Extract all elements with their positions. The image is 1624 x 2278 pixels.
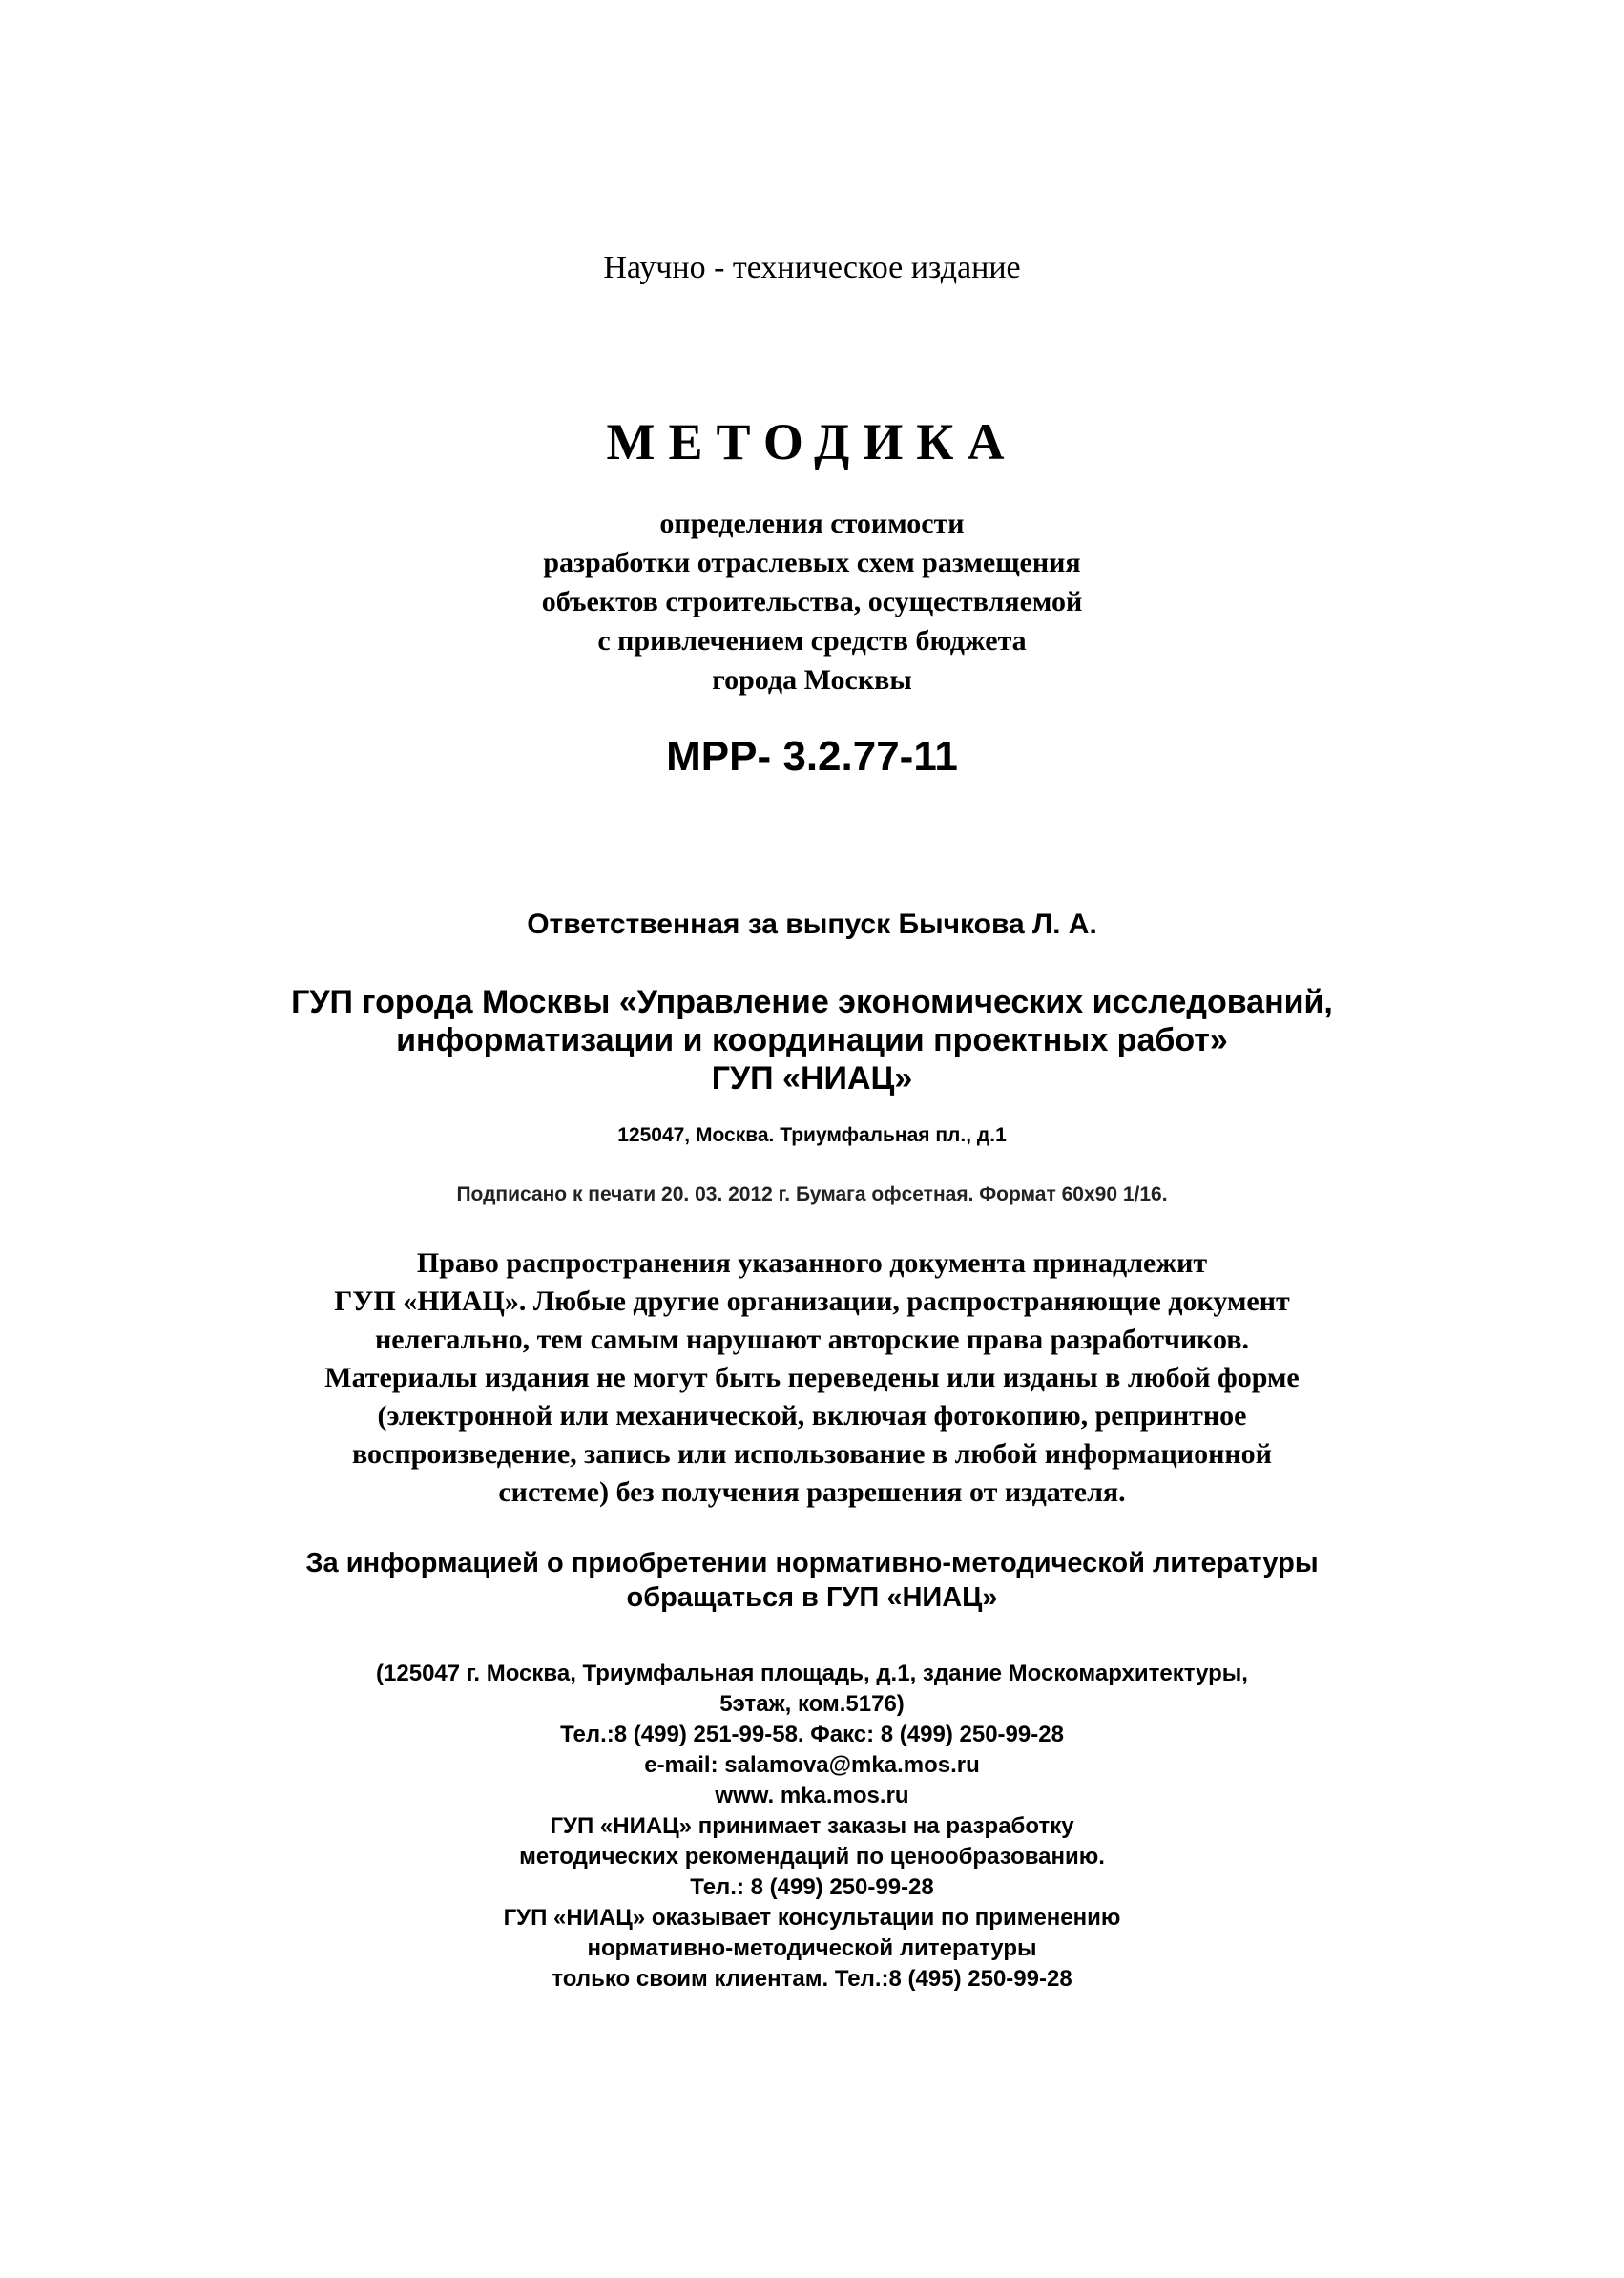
contact-line: ГУП «НИАЦ» принимает заказы на разработку: [550, 1813, 1074, 1839]
subtitle-line: с привлечением средств бюджета: [597, 625, 1027, 657]
contact-phone: только своим клиентам. Тел.:8 (495) 250-99-28: [552, 1966, 1072, 1992]
contact-website: www. mka.mos.ru: [715, 1783, 909, 1808]
organization-name: [0, 983, 1624, 1097]
contact-address-line: (125047 г. Москва, Триумфальная площадь, д.1, здание Москомархитектуры,: [376, 1661, 1248, 1686]
copyright-line: воспроизведение, запись или использование в любой информационной: [352, 1438, 1272, 1470]
contact-line: нормативно-методической литературы: [587, 1935, 1037, 1961]
copyright-line: нелегально, тем самым нарушают авторские права разработчиков.: [374, 1324, 1249, 1355]
purchase-info-line: За информацией о приобретении нормативно-методической литературы: [305, 1548, 1319, 1578]
organization-line: ГУП города Москвы «Управление экономических исследований,: [291, 984, 1333, 1020]
contact-line: ГУП «НИАЦ» оказывает консультации по применению: [503, 1905, 1121, 1931]
document-code: МРР- 3.2.77-11: [666, 733, 958, 780]
responsible-person: Ответственная за выпуск Бычкова Л. А.: [527, 909, 1097, 940]
edition-type: Научно - техническое издание: [603, 250, 1021, 285]
copyright-line: системе) без получения разрешения от издателя.: [498, 1476, 1126, 1508]
contact-phone: Тел.: 8 (499) 250-99-28: [690, 1874, 934, 1900]
contact-details: [0, 1659, 1624, 1995]
copyright-line: ГУП «НИАЦ». Любые другие организации, распространяющие документ: [334, 1285, 1290, 1317]
copyright-notice: [0, 1244, 1624, 1512]
subtitle-line: определения стоимости: [659, 508, 965, 539]
copyright-line: (электронной или механической, включая фотокопию, репринтное: [377, 1400, 1247, 1432]
contact-email: e-mail: salamova@mka.mos.ru: [644, 1752, 980, 1778]
print-info: Подписано к печати 20. 03. 2012 г. Бумага офсетная. Формат 60х90 1/16.: [456, 1183, 1168, 1205]
document-title: МЕТОДИКА: [606, 413, 1018, 470]
subtitle-line: разработки отраслевых схем размещения: [543, 547, 1081, 578]
organization-line: информатизации и координации проектных работ»: [396, 1022, 1228, 1058]
subtitle-line: объектов строительства, осуществляемой: [541, 586, 1083, 617]
copyright-line: Право распространения указанного документа принадлежит: [416, 1247, 1208, 1279]
subtitle-line: города Москвы: [712, 664, 912, 696]
organization-address: 125047, Москва. Триумфальная пл., д.1: [617, 1124, 1007, 1146]
purchase-info-line: обращаться в ГУП «НИАЦ»: [626, 1582, 998, 1613]
copyright-line: Материалы издания не могут быть переведены или изданы в любой форме: [324, 1362, 1300, 1393]
purchase-info: [0, 1546, 1624, 1615]
organization-line: ГУП «НИАЦ»: [711, 1060, 913, 1097]
contact-phone-fax: Тел.:8 (499) 251-99-58. Факс: 8 (499) 250-99-28: [560, 1722, 1064, 1747]
contact-line: методических рекомендаций по ценообразованию.: [519, 1844, 1105, 1870]
document-subtitle: [0, 504, 1624, 700]
contact-room-line: 5этаж, ком.5176): [719, 1691, 905, 1717]
